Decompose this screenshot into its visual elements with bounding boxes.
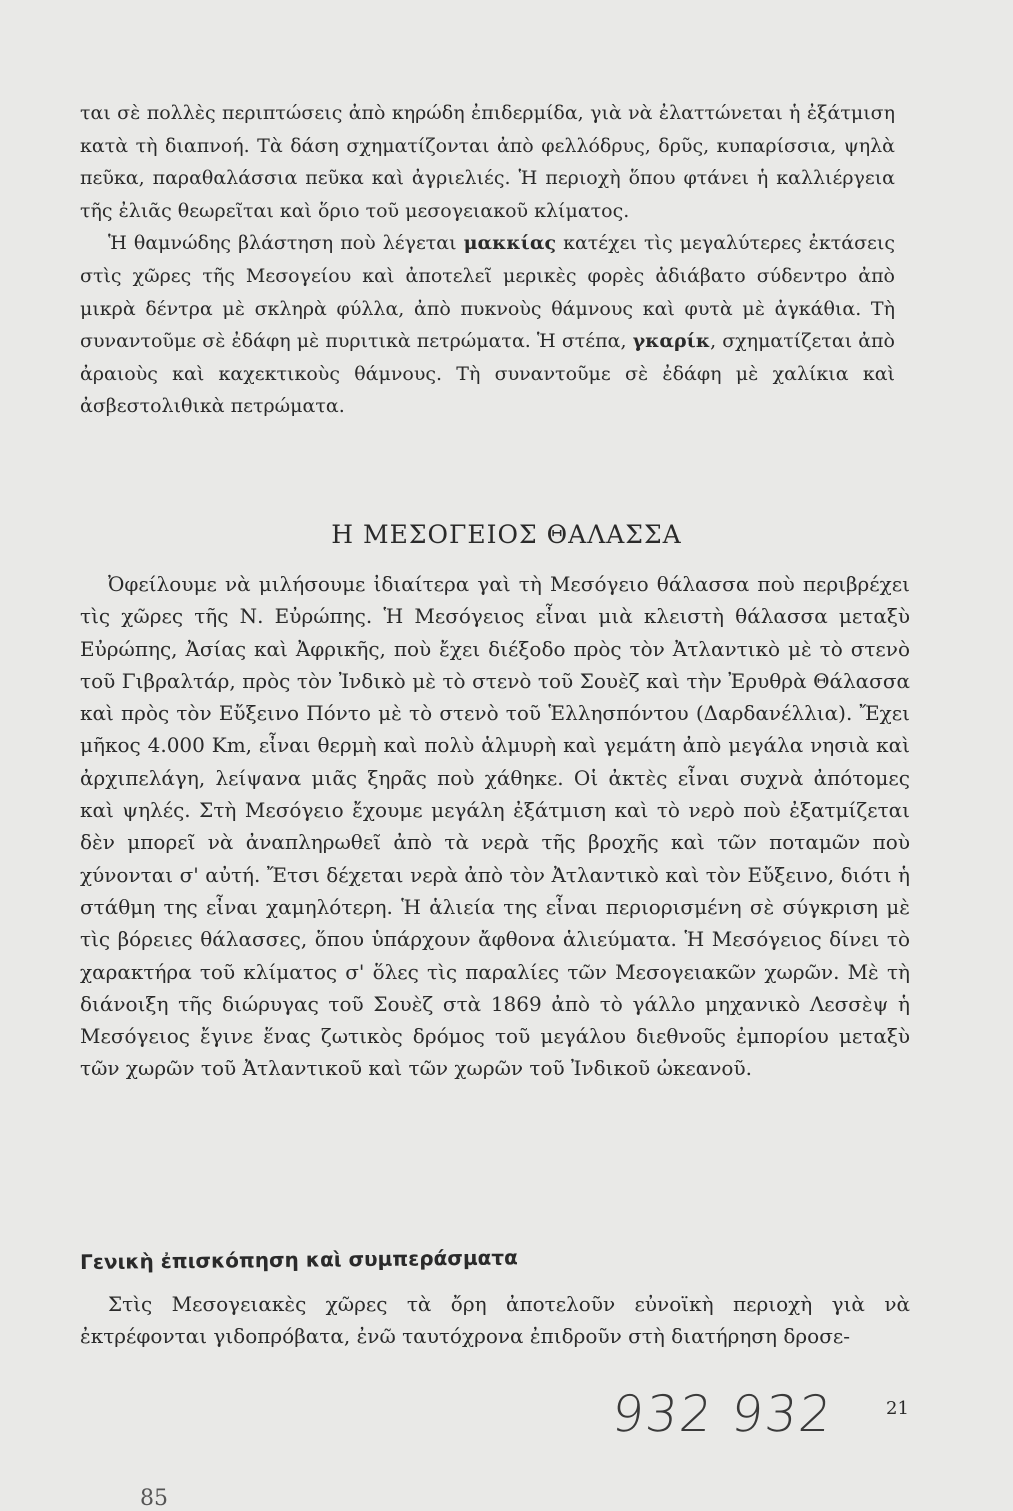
paragraph-shrubland	[80, 227, 895, 423]
paragraph-conclusions: Στὶς Μεσογειακὲς χῶρες τὰ ὄρη ἀποτελοῦν εὐνοϊκὴ περιοχὴ γιὰ νὰ ἐκτρέφονται γιδοπρόβατα, ἐνῶ ταυτόχρονα ἐπιδροῦν στὴ διατήρηση δροσε-	[80, 1292, 910, 1348]
page-number: 21	[886, 1398, 909, 1419]
paragraph-shrubland-part-1: Ἡ θαμνώδης βλάστηση ποὺ λέγεται	[108, 232, 464, 255]
paragraph-shrubland-part-3: , σχηματίζεται ἀπὸ ἀραιοὺς καὶ καχεκτικοὺς θάμνους. Τὴ συναντοῦμε σὲ ἐδάφη μὲ χαλίκια καὶ ἀσβεστολιθικὰ πετρώματα.	[80, 330, 895, 418]
paragraph-shrubland-part-2: κατέχει τὶς μεγαλύτερες ἐκτάσεις στὶς χῶρες τῆς Μεσογείου καὶ ἀποτελεῖ μερικὲς φορὲς ἀδιάβατο σύδεντρο ἀπὸ μικρὰ δέντρα μὲ σκληρὰ φύλλα, ἀπὸ πυκνοὺς θάμνους καὶ φυτὰ μὲ ἀγκάθια. Τὴ συναντοῦμε σὲ ἐδάφη μὲ πυριτικὰ πετρώματα. Ἡ στέπα,	[80, 232, 895, 353]
text-block-conclusions	[80, 1288, 910, 1352]
paragraph-mediterranean-sea: Ὀφείλουμε νὰ μιλήσουμε ἰδιαίτερα γαὶ τὴ Μεσόγειο θάλασσα ποὺ περιβρέχει τὶς χῶρες τῆς Ν. Εὐρώπης. Ἡ Μεσόγειος εἶναι μιὰ κλειστὴ θάλασσα μεταξὺ Εὐρώπης, Ἀσίας καὶ Ἀφρικῆς, ποὺ ἔχει διέξοδο πρὸς τὸν Ἀτλαντικὸ μὲ τὸ στενὸ τοῦ Γιβραλτάρ, πρὸς τὸν Ἰνδικὸ μὲ τὸ στενὸ τοῦ Σουὲζ καὶ τὴν Ἐρυθρὰ Θάλασσα καὶ πρὸς τὸν Εὔξεινο Πόντο μὲ τὸ στενὸ τοῦ Ἑλλησπόντου (Δαρδανέλλια). Ἔχει μῆκος 4.000 Km, εἶναι θερμὴ καὶ πολὺ ἁλμυρὴ καὶ γεμάτη ἀπὸ μεγάλα νησιὰ καὶ ἀρχιπελάγη, λείψανα μιᾶς ξηρᾶς ποὺ χάθηκε. Οἱ ἀκτὲς εἶναι συχνὰ ἀπότομες καὶ ψηλές. Στὴ Μεσόγειο ἔχουμε μεγάλη ἐξάτμιση καὶ τὸ νερὸ ποὺ ἐξατμίζεται δὲν μπορεῖ νὰ ἀναπληρωθεῖ ἀπὸ τὰ νερὰ τῆς βροχῆς καὶ τῶν ποταμῶν ποὺ χύνονται σ' αὐτή. Ἔτσι δέχεται νερὰ ἀπὸ τὸν Ἀτλαντικὸ καὶ τὸν Εὔξεινο, διότι ἡ στάθμη της εἶναι χαμηλότερη. Ἡ ἁλιεία της εἶναι περιορισμένη σὲ σύγκριση μὲ τὶς βόρειες θάλασσες, ὅπου ὑπάρχουν ἄφθονα ἁλιεύματα. Ἡ Μεσόγειος δίνει τὸ χαρακτήρα τοῦ κλίματος σ' ὅλες τὶς παραλίες τῶν Μεσογειακῶν χωρῶν. Μὲ τὴ διάνοιξη τῆς διώρυγας τοῦ Σουὲζ στὰ 1869 ἀπὸ τὸ γάλλο μηχανικὸ Λεσσὲψ ἡ Μεσόγειος ἔγινε ἕνας ζωτικὸς δρόμος τοῦ μεγάλου διεθνοῦς ἐμπορίου μεταξὺ τῶν χωρῶν τοῦ Ἀτλαντικοῦ καὶ τῶν χωρῶν τοῦ Ἰνδικοῦ ὠκεανοῦ.	[80, 572, 910, 1081]
text-block-top	[80, 97, 895, 423]
paragraph-leaves-forests: ται σὲ πολλὲς περιπτώσεις ἀπὸ κηρώδη ἐπιδερμίδα, γιὰ νὰ ἐλαττώνεται ἡ ἐξάτμιση κατὰ τὴ διαπνοή. Τὰ δάση σχηματίζονται ἀπὸ φελλόδρυς, δρῦς, κυπαρίσσια, ψηλὰ πεῦκα, παραθαλάσσια πεῦκα καὶ ἀγριελιές. Ἡ περιοχὴ ὅπου φτάνει ἡ καλλιέργεια τῆς ἐλιᾶς θεωρεῖται καὶ ὅριο τοῦ μεσογειακοῦ κλίματος.	[80, 102, 895, 222]
term-makkias: μακκίας	[463, 232, 557, 255]
handwritten-note: 932 932	[608, 1385, 836, 1443]
section-title: Η ΜΕΣΟΓΕΙΟΣ ΘΑΛΑΣΣΑ	[331, 520, 682, 549]
bottom-page-fragment: 85	[140, 1486, 168, 1511]
text-block-mediterranean	[80, 568, 910, 1085]
subsection-title: Γενικὴ ἐπισκόπηση καὶ συμπεράσματα	[79, 1245, 518, 1274]
term-garik: γκαρίκ	[632, 330, 711, 353]
